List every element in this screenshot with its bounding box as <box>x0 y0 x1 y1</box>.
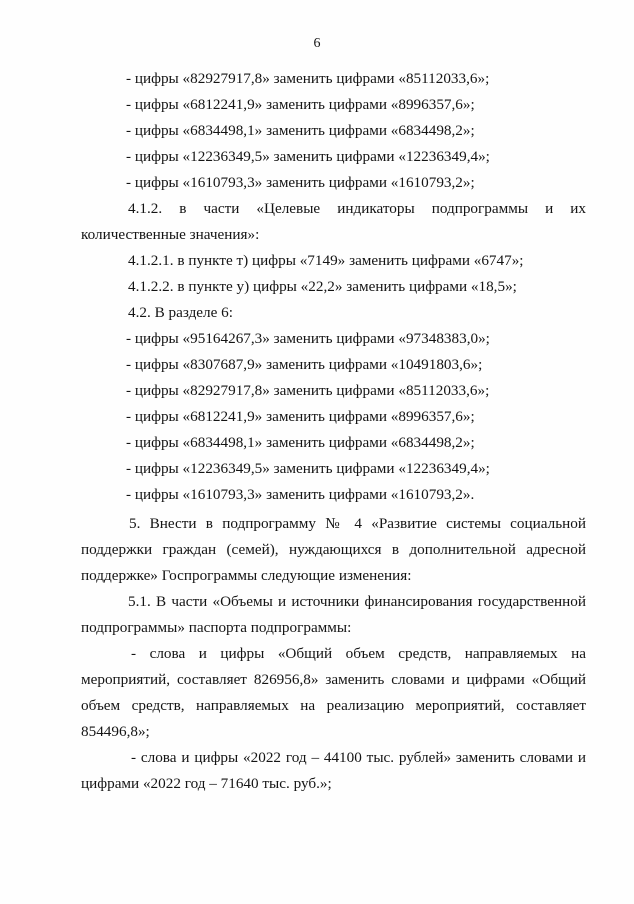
text-line: - слова и цифры «2022 год – 44100 тыс. рублей» заменить словами и <box>131 749 586 766</box>
text-line: цифрами «2022 год – 71640 тыс. руб.»; <box>81 775 332 792</box>
text-line: - цифры «82927917,8» заменить цифрами «85112033,6»; <box>126 70 490 87</box>
page-number: 6 <box>313 36 321 51</box>
text-line: подпрограммы» паспорта подпрограммы: <box>81 619 352 636</box>
text-line: - цифры «1610793,3» заменить цифрами «1610793,2». <box>126 486 475 503</box>
document-body <box>81 66 586 797</box>
text-line: 4.1.2.2. в пункте у) цифры «22,2» заменить цифрами «18,5»; <box>128 278 517 295</box>
text-line: объем средств, направляемых на реализацию мероприятий, составляет <box>81 697 586 714</box>
text-line: количественные значения»: <box>81 226 260 243</box>
text-line: 4.1.2. в части «Целевые индикаторы подпрограммы и их <box>128 200 586 217</box>
text-line: 5.1. В части «Объемы и источники финансирования государственной <box>128 593 586 610</box>
text-line: - слова и цифры «Общий объем средств, направляемых на <box>131 645 586 662</box>
text-line: - цифры «8307687,9» заменить цифрами «10491803,6»; <box>126 356 483 373</box>
text-line: - цифры «1610793,3» заменить цифрами «1610793,2»; <box>126 174 475 191</box>
text-line: - цифры «95164267,3» заменить цифрами «97348383,0»; <box>126 330 490 347</box>
text-line: - цифры «6834498,1» заменить цифрами «6834498,2»; <box>126 122 475 139</box>
text-line: 4.2. В разделе 6: <box>128 304 233 321</box>
text-line: 854496,8»; <box>81 723 150 740</box>
text-line: - цифры «6834498,1» заменить цифрами «6834498,2»; <box>126 434 475 451</box>
text-line: - цифры «12236349,5» заменить цифрами «12236349,4»; <box>126 148 490 165</box>
text-line: - цифры «82927917,8» заменить цифрами «85112033,6»; <box>126 382 490 399</box>
text-line: 5. Внести в подпрограмму № 4 «Развитие системы социальной <box>129 515 586 532</box>
text-line: - цифры «6812241,9» заменить цифрами «8996357,6»; <box>126 408 475 425</box>
text-line: мероприятий, составляет 826956,8» заменить словами и цифрами «Общий <box>81 671 586 688</box>
text-line: - цифры «12236349,5» заменить цифрами «12236349,4»; <box>126 460 490 477</box>
text-line: поддержки граждан (семей), нуждающихся в дополнительной адресной <box>81 541 586 558</box>
text-line: 4.1.2.1. в пункте т) цифры «7149» заменить цифрами «6747»; <box>128 252 524 269</box>
text-line: поддержке» Госпрограммы следующие изменения: <box>81 567 412 584</box>
text-line: - цифры «6812241,9» заменить цифрами «8996357,6»; <box>126 96 475 113</box>
